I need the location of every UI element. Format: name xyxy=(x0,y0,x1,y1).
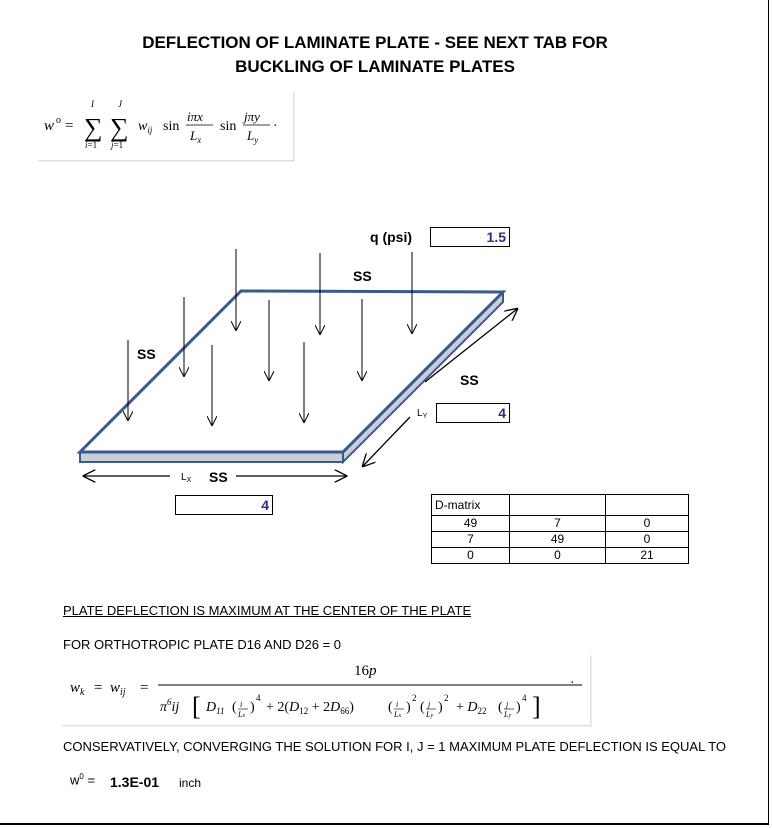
svg-text:w: w xyxy=(44,118,55,134)
svg-text:Ly: Ly xyxy=(426,710,434,719)
svg-text:(: ( xyxy=(498,700,503,715)
svg-text:): ) xyxy=(438,700,443,715)
svg-text:=: = xyxy=(65,118,74,134)
svg-text:jπy: jπy xyxy=(244,109,260,124)
svg-text:4: 4 xyxy=(256,693,261,703)
svg-text:·: · xyxy=(570,676,575,691)
ly-value-cell[interactable]: 4 xyxy=(436,403,510,423)
d-matrix-row xyxy=(432,516,689,532)
svg-text:J: J xyxy=(118,99,122,109)
deflection-formula xyxy=(62,655,591,726)
result-value[interactable]: 1.3E-01 xyxy=(110,774,160,790)
svg-text:wk: $w_k$ xyxy=(70,680,85,698)
d-matrix-cell[interactable]: 0 xyxy=(606,516,689,532)
lx-label-sub: X xyxy=(186,477,192,484)
svg-text:(: ( xyxy=(232,700,237,715)
svg-text:(: ( xyxy=(420,700,425,715)
svg-text:(: ( xyxy=(388,700,393,715)
result-label-sup: 0 xyxy=(79,772,84,781)
ly-label-text: L xyxy=(417,408,423,419)
d-matrix-row xyxy=(432,532,689,548)
svg-text:+ 2(D12 + 2D66): + $2(D_{12} + 2D_{66})$ xyxy=(266,700,354,716)
d-matrix-cell[interactable]: 0 xyxy=(432,548,510,564)
svg-text:j=1: j=1 xyxy=(111,140,124,150)
note-conservative: CONSERVATIVELY, CONVERGING THE SOLUTION FOR I, J = 1 MAXIMUM PLATE DEFLECTION IS EQUAL TO xyxy=(63,739,727,754)
page-title-line2: BUCKLING OF LAMINATE PLATES xyxy=(235,57,515,76)
svg-text:Lx: $L_x$ xyxy=(190,128,202,145)
lx-label xyxy=(181,472,191,483)
svg-text:sin: sin xyxy=(163,119,180,134)
svg-text:D11: $D_{11}$ xyxy=(206,700,225,716)
load-value-cell[interactable]: 1.5 xyxy=(430,227,510,247)
svg-text:wij: $w_{ij}$ xyxy=(110,680,126,698)
svg-text:∑: ∑ xyxy=(110,113,129,142)
svg-text:i=1: i=1 xyxy=(85,140,98,150)
svg-text:=: = xyxy=(94,680,103,696)
svg-text:j: j xyxy=(428,700,431,709)
svg-text:=: = xyxy=(140,680,149,696)
note-max-center: PLATE DEFLECTION IS MAXIMUM AT THE CENTER OF THE PLATE xyxy=(63,603,472,618)
svg-text:iπx: iπx xyxy=(187,109,203,124)
result-label: w xyxy=(70,772,80,788)
support-label-right: SS xyxy=(460,372,479,388)
result-equals: = xyxy=(87,772,96,788)
plate-top-face xyxy=(80,291,503,452)
d-matrix-row xyxy=(432,548,689,564)
svg-text:sin: sin xyxy=(220,119,237,134)
page-title-line1: DEFLECTION OF LAMINATE PLATE - SEE NEXT TAB FOR xyxy=(142,33,608,52)
svg-text:Ly: $L_y$ xyxy=(247,128,259,145)
support-label-left: SS xyxy=(137,346,156,362)
d-matrix-cell[interactable]: 49 xyxy=(432,516,510,532)
d-matrix-cell[interactable]: 49 xyxy=(510,532,606,548)
svg-text:): ) xyxy=(406,700,411,715)
d-matrix-cell[interactable]: 7 xyxy=(432,532,510,548)
lx-value-cell[interactable]: 4 xyxy=(175,495,273,515)
svg-text:I: I xyxy=(91,99,94,109)
svg-text:): ) xyxy=(516,700,521,715)
svg-text:i: i xyxy=(240,700,243,709)
d-matrix-empty-cell[interactable] xyxy=(606,495,689,516)
svg-text:Lx: Lx xyxy=(238,710,246,719)
d-matrix-header: D-matrix xyxy=(432,495,510,516)
svg-text:∑: ∑ xyxy=(84,113,103,142)
d-matrix-empty-cell[interactable] xyxy=(510,495,606,516)
d-matrix-cell[interactable]: 0 xyxy=(606,532,689,548)
svg-text:j: j xyxy=(506,700,509,709)
svg-text:2: 2 xyxy=(444,693,449,703)
result-row xyxy=(70,772,95,787)
svg-text:]: ] xyxy=(532,692,541,721)
d-matrix-cell[interactable]: 21 xyxy=(606,548,689,564)
ly-label-sub: Y xyxy=(422,413,428,420)
d-matrix-cell[interactable]: 7 xyxy=(510,516,606,532)
d-matrix-table xyxy=(431,494,689,564)
note-orthotropic: FOR ORTHOTROPIC PLATE D16 AND D26 = 0 xyxy=(63,637,342,652)
svg-text:·: · xyxy=(273,119,278,134)
load-label: q (psi) xyxy=(370,229,412,245)
svg-text:4: 4 xyxy=(522,693,527,703)
svg-text:[: [ xyxy=(192,692,201,721)
lx-label-text: L xyxy=(181,472,187,483)
svg-text:2: 2 xyxy=(412,693,417,703)
svg-text:π6ij: $\pi^6ij$ xyxy=(160,697,180,715)
svg-text:Lx: Lx xyxy=(394,710,402,719)
svg-text:wij: $w_{ij}$ xyxy=(138,119,153,135)
support-label-top: SS xyxy=(353,268,372,284)
svg-text:i: i xyxy=(396,700,399,709)
d-matrix-header-row xyxy=(432,495,689,516)
d-matrix-cell[interactable]: 0 xyxy=(510,548,606,564)
svg-text:): ) xyxy=(250,700,255,715)
result-unit: inch xyxy=(179,776,202,790)
svg-text:+ D22: + $D_{22}$ xyxy=(456,700,487,716)
support-label-bottom: SS xyxy=(209,469,228,485)
svg-text:Ly: Ly xyxy=(504,710,512,719)
svg-text:o: o xyxy=(56,115,61,126)
svg-text:16p: 16p xyxy=(354,663,377,679)
ly-label xyxy=(417,408,427,419)
